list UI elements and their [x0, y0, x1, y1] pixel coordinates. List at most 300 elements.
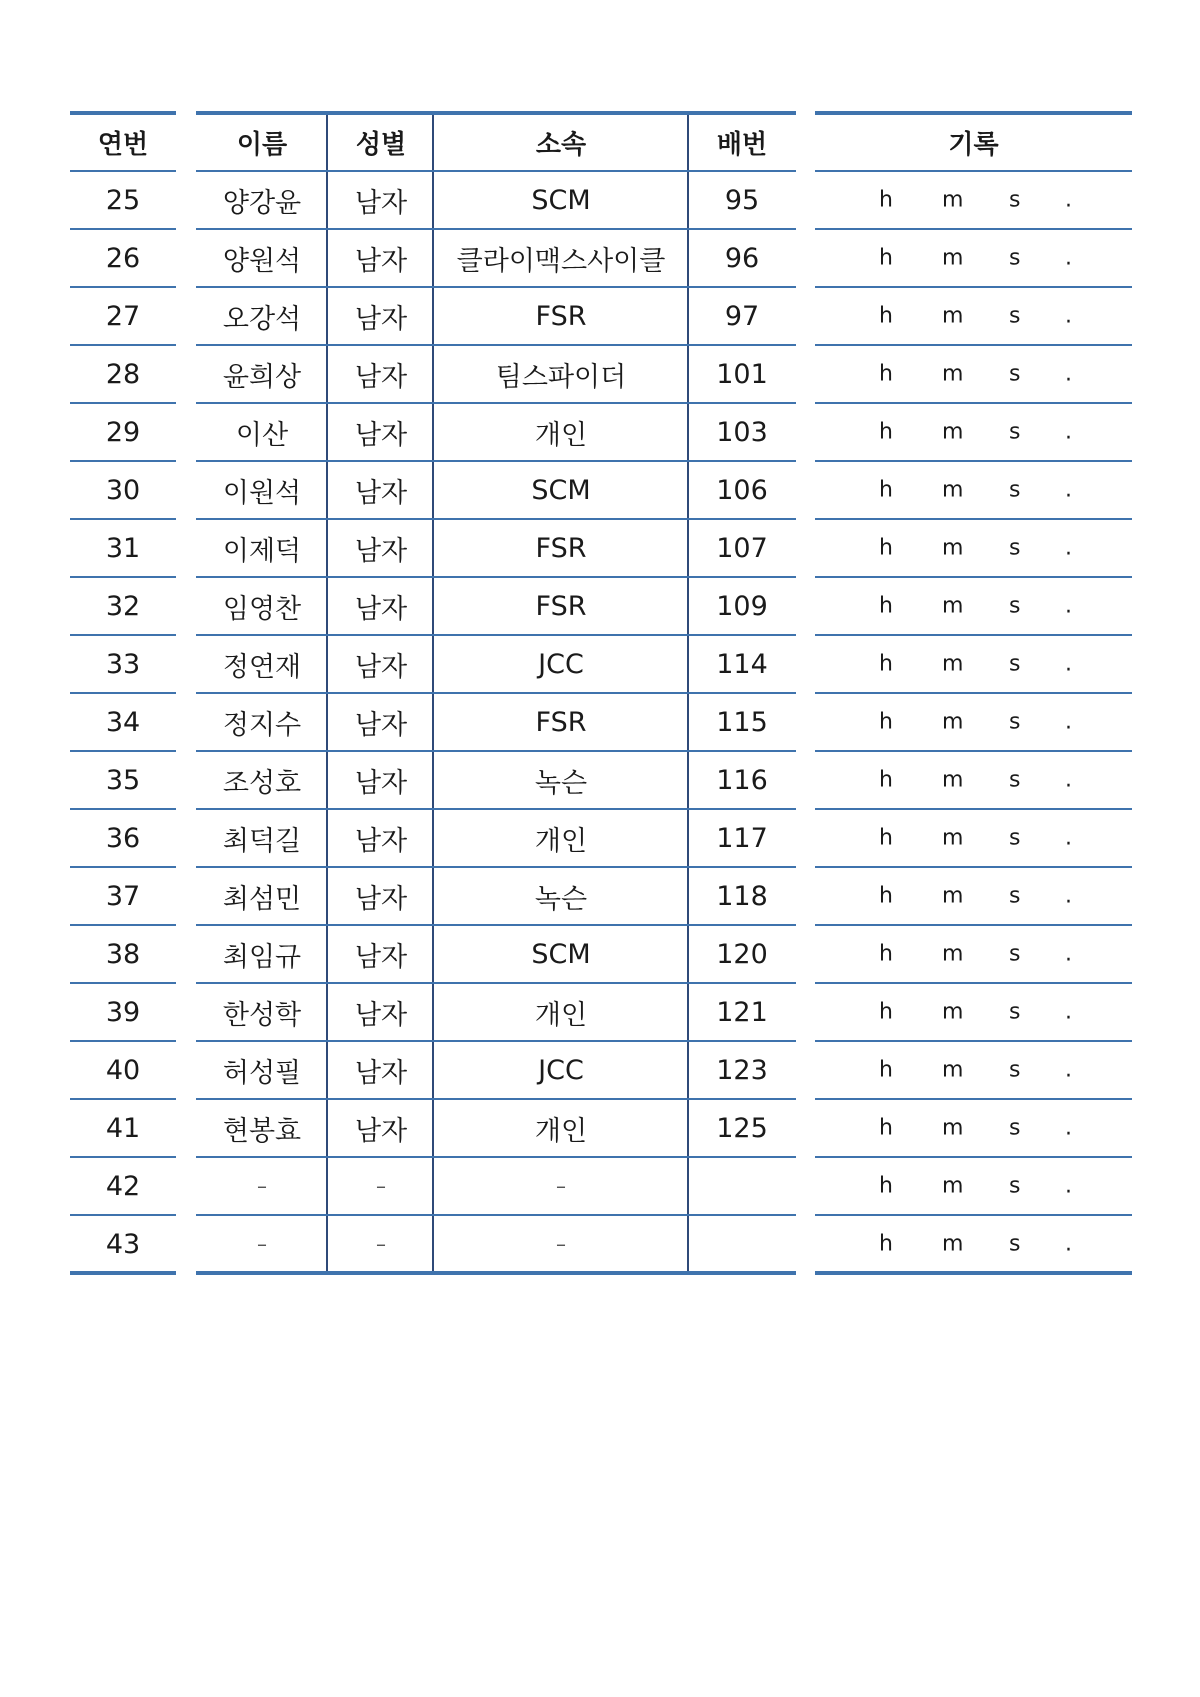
- row-name: 한성학: [222, 999, 302, 1031]
- rule-segment: [196, 460, 796, 462]
- row-record: [815, 983, 1132, 1041]
- table-row: [70, 519, 1132, 577]
- row-sex: 남자: [354, 361, 408, 393]
- rule-segment: [196, 228, 796, 230]
- header-row: [70, 113, 1132, 171]
- row-name: 최임규: [222, 941, 302, 973]
- record-minutes-unit: m: [942, 187, 964, 213]
- row-team: 개인: [534, 419, 588, 451]
- row-team: 개인: [534, 825, 588, 857]
- row-separator: [70, 1156, 1132, 1158]
- rule-segment: [815, 866, 1132, 868]
- record-sheet: [70, 113, 1132, 1273]
- header-record: 기록: [948, 129, 999, 160]
- row-name: 이제덕: [222, 535, 302, 567]
- row-record: [815, 809, 1132, 867]
- record-decimal-point: .: [1065, 187, 1072, 213]
- row-team: FSR: [535, 590, 587, 622]
- table-body: [70, 171, 1132, 1273]
- record-decimal-point: .: [1065, 883, 1072, 909]
- row-name: 양강윤: [222, 187, 302, 219]
- row-bib: 109: [716, 590, 768, 622]
- rule-segment: [196, 518, 796, 520]
- rule-segment: [815, 1098, 1132, 1100]
- rule-segment: [70, 228, 176, 230]
- record-decimal-point: .: [1065, 419, 1072, 445]
- row-no: 39: [105, 996, 141, 1028]
- rule-segment: [815, 170, 1132, 172]
- rule-segment: [70, 982, 176, 984]
- rule-segment: [70, 808, 176, 810]
- row-team: 팀스파이더: [495, 361, 627, 393]
- rule-segment: [815, 692, 1132, 694]
- rule-segment: [196, 692, 796, 694]
- row-no: 36: [105, 822, 141, 854]
- row-separator: [70, 808, 1132, 810]
- row-team: FSR: [535, 300, 587, 332]
- rule-segment: [70, 924, 176, 926]
- rule-segment: [815, 750, 1132, 752]
- rule-segment: [815, 1156, 1132, 1158]
- row-name: 최섬민: [222, 883, 302, 915]
- row-name: 정연재: [222, 651, 302, 683]
- rule-segment: [196, 1214, 796, 1216]
- row-record: [815, 287, 1132, 345]
- record-seconds-unit: s: [1009, 1173, 1021, 1199]
- row-separator: [70, 402, 1132, 404]
- row-name: 양원석: [222, 245, 302, 277]
- row-no: 35: [105, 764, 141, 796]
- rule-segment: [196, 866, 796, 868]
- row-sex: 남자: [354, 1057, 408, 1089]
- rule-segment: [196, 1098, 796, 1100]
- row-sex: 남자: [354, 245, 408, 277]
- header-sex: 성별: [355, 129, 407, 160]
- table-row: [70, 867, 1132, 925]
- row-separator: [70, 692, 1132, 694]
- row-bib: 97: [724, 300, 760, 332]
- row-record: [815, 1157, 1132, 1215]
- row-bib: [688, 1157, 796, 1215]
- rule-segment: [196, 982, 796, 984]
- record-minutes-unit: m: [942, 767, 964, 793]
- row-separator: [70, 576, 1132, 578]
- record-minutes-unit: m: [942, 825, 964, 851]
- record-minutes-unit: m: [942, 883, 964, 909]
- row-team: JCC: [538, 1054, 584, 1086]
- rule-segment: [70, 111, 176, 115]
- row-record: [815, 925, 1132, 983]
- record-hours-unit: h: [879, 999, 893, 1025]
- record-minutes-unit: m: [942, 535, 964, 561]
- record-decimal-point: .: [1065, 245, 1072, 271]
- rule-segment: [70, 1040, 176, 1042]
- row-separator: [70, 634, 1132, 636]
- rule-segment: [815, 111, 1132, 115]
- row-record: [815, 635, 1132, 693]
- row-bib: 114: [716, 648, 768, 680]
- record-seconds-unit: s: [1009, 477, 1021, 503]
- row-bib: 116: [716, 764, 768, 796]
- table-row: [70, 577, 1132, 635]
- record-seconds-unit: s: [1009, 767, 1021, 793]
- row-sex: 남자: [354, 825, 408, 857]
- rule-segment: [196, 1271, 796, 1275]
- record-minutes-unit: m: [942, 999, 964, 1025]
- row-team: 개인: [534, 1115, 588, 1147]
- row-team: FSR: [535, 706, 587, 738]
- row-team: –: [556, 1232, 566, 1256]
- table-row: [70, 693, 1132, 751]
- row-name: –: [257, 1174, 267, 1198]
- row-bib: 101: [716, 358, 768, 390]
- row-record: [815, 867, 1132, 925]
- record-minutes-unit: m: [942, 1231, 964, 1257]
- record-decimal-point: .: [1065, 709, 1072, 735]
- table-row: [70, 809, 1132, 867]
- row-no: 38: [105, 938, 141, 970]
- rule-segment: [196, 1040, 796, 1042]
- record-hours-unit: h: [879, 709, 893, 735]
- row-team: –: [556, 1174, 566, 1198]
- row-name: 이원석: [222, 477, 302, 509]
- row-team: SCM: [531, 938, 591, 970]
- table-row: [70, 287, 1132, 345]
- table-row: [70, 635, 1132, 693]
- row-no: 43: [105, 1228, 141, 1260]
- record-seconds-unit: s: [1009, 361, 1021, 387]
- row-bib: 103: [716, 416, 768, 448]
- record-minutes-unit: m: [942, 477, 964, 503]
- record-minutes-unit: m: [942, 419, 964, 445]
- row-sex: 남자: [354, 593, 408, 625]
- record-hours-unit: h: [879, 477, 893, 503]
- record-seconds-unit: s: [1009, 1231, 1021, 1257]
- row-name: 이산: [235, 419, 289, 451]
- row-bib: 117: [716, 822, 768, 854]
- rule-segment: [196, 576, 796, 578]
- record-minutes-unit: m: [942, 361, 964, 387]
- row-bib: 115: [716, 706, 768, 738]
- row-name: 최덕길: [222, 825, 302, 857]
- row-sex: 남자: [354, 419, 408, 451]
- record-seconds-unit: s: [1009, 709, 1021, 735]
- record-hours-unit: h: [879, 361, 893, 387]
- rule-segment: [815, 1214, 1132, 1216]
- table-row: [70, 461, 1132, 519]
- record-minutes-unit: m: [942, 941, 964, 967]
- row-no: 33: [105, 648, 141, 680]
- row-separator: [70, 1098, 1132, 1100]
- rule-segment: [70, 344, 176, 346]
- row-name: 정지수: [222, 709, 302, 741]
- table-row: [70, 1099, 1132, 1157]
- row-separator: [70, 1040, 1132, 1042]
- row-sex: –: [376, 1232, 386, 1256]
- row-bib: 118: [716, 880, 768, 912]
- row-sex: 남자: [354, 187, 408, 219]
- row-name: 허성필: [222, 1057, 302, 1089]
- row-sex: 남자: [354, 709, 408, 741]
- row-separator: [70, 170, 1132, 172]
- row-team: 녹슨: [534, 883, 588, 915]
- row-no: 27: [105, 300, 141, 332]
- record-decimal-point: .: [1065, 303, 1072, 329]
- row-no: 25: [105, 184, 141, 216]
- rule-segment: [815, 518, 1132, 520]
- record-seconds-unit: s: [1009, 419, 1021, 445]
- record-minutes-unit: m: [942, 1115, 964, 1141]
- row-name: 현봉효: [222, 1115, 302, 1147]
- row-sex: 남자: [354, 999, 408, 1031]
- rule-segment: [815, 402, 1132, 404]
- table-row: [70, 345, 1132, 403]
- rule-segment: [196, 634, 796, 636]
- record-decimal-point: .: [1065, 535, 1072, 561]
- row-separator: [70, 460, 1132, 462]
- header-name: 이름: [236, 129, 288, 160]
- record-hours-unit: h: [879, 187, 893, 213]
- rule-segment: [196, 170, 796, 172]
- record-decimal-point: .: [1065, 477, 1072, 503]
- table-top-rule: [70, 111, 1132, 115]
- table-row: [70, 229, 1132, 287]
- rule-segment: [196, 286, 796, 288]
- record-hours-unit: h: [879, 883, 893, 909]
- record-seconds-unit: s: [1009, 245, 1021, 271]
- table-row: [70, 403, 1132, 461]
- row-record: [815, 1041, 1132, 1099]
- table-row: [70, 171, 1132, 229]
- row-sex: 남자: [354, 303, 408, 335]
- row-separator: [70, 228, 1132, 230]
- record-minutes-unit: m: [942, 593, 964, 619]
- row-separator: [70, 866, 1132, 868]
- record-decimal-point: .: [1065, 825, 1072, 851]
- rule-segment: [815, 808, 1132, 810]
- header-team: 소속: [535, 129, 587, 160]
- record-decimal-point: .: [1065, 593, 1072, 619]
- row-sex: 남자: [354, 477, 408, 509]
- rule-segment: [815, 634, 1132, 636]
- record-minutes-unit: m: [942, 1173, 964, 1199]
- rule-segment: [815, 982, 1132, 984]
- rule-segment: [196, 1156, 796, 1158]
- row-name: 임영찬: [222, 593, 302, 625]
- record-seconds-unit: s: [1009, 999, 1021, 1025]
- row-record: [815, 1215, 1132, 1273]
- row-bib: 96: [724, 242, 760, 274]
- rule-segment: [196, 344, 796, 346]
- rule-segment: [196, 924, 796, 926]
- row-name: 조성호: [222, 767, 302, 799]
- rule-segment: [815, 344, 1132, 346]
- record-decimal-point: .: [1065, 1115, 1072, 1141]
- rule-segment: [196, 750, 796, 752]
- record-seconds-unit: s: [1009, 883, 1021, 909]
- record-decimal-point: .: [1065, 767, 1072, 793]
- rule-segment: [196, 111, 796, 115]
- row-bib: 107: [716, 532, 768, 564]
- record-minutes-unit: m: [942, 303, 964, 329]
- record-hours-unit: h: [879, 419, 893, 445]
- row-no: 26: [105, 242, 141, 274]
- row-record: [815, 461, 1132, 519]
- record-hours-unit: h: [879, 1231, 893, 1257]
- row-bib: 120: [716, 938, 768, 970]
- rule-segment: [70, 460, 176, 462]
- record-hours-unit: h: [879, 593, 893, 619]
- row-separator: [70, 344, 1132, 346]
- rule-segment: [815, 924, 1132, 926]
- rule-segment: [70, 1098, 176, 1100]
- record-seconds-unit: s: [1009, 1115, 1021, 1141]
- row-bib: 106: [716, 474, 768, 506]
- record-hours-unit: h: [879, 941, 893, 967]
- table-row: [70, 983, 1132, 1041]
- table-row: [70, 1041, 1132, 1099]
- row-separator: [70, 982, 1132, 984]
- row-no: 29: [105, 416, 141, 448]
- record-hours-unit: h: [879, 245, 893, 271]
- row-separator: [70, 518, 1132, 520]
- row-bib: 125: [716, 1112, 768, 1144]
- record-minutes-unit: m: [942, 651, 964, 677]
- rule-segment: [70, 1214, 176, 1216]
- table-row: [70, 751, 1132, 809]
- row-record: [815, 1099, 1132, 1157]
- rule-segment: [815, 286, 1132, 288]
- row-team: FSR: [535, 532, 587, 564]
- row-no: 41: [105, 1112, 141, 1144]
- row-no: 40: [105, 1054, 141, 1086]
- rule-segment: [70, 402, 176, 404]
- row-team: SCM: [531, 184, 591, 216]
- row-no: 30: [105, 474, 141, 506]
- row-name: –: [257, 1232, 267, 1256]
- row-no: 34: [105, 706, 141, 738]
- row-sex: 남자: [354, 883, 408, 915]
- record-decimal-point: .: [1065, 361, 1072, 387]
- record-seconds-unit: s: [1009, 303, 1021, 329]
- record-minutes-unit: m: [942, 245, 964, 271]
- rule-segment: [815, 576, 1132, 578]
- rule-segment: [70, 866, 176, 868]
- record-hours-unit: h: [879, 303, 893, 329]
- record-hours-unit: h: [879, 767, 893, 793]
- row-team: 녹슨: [534, 767, 588, 799]
- rule-segment: [815, 460, 1132, 462]
- record-decimal-point: .: [1065, 1057, 1072, 1083]
- row-separator: [70, 1214, 1132, 1216]
- row-no: 28: [105, 358, 141, 390]
- row-sex: 남자: [354, 767, 408, 799]
- row-bib: 95: [724, 184, 760, 216]
- record-minutes-unit: m: [942, 1057, 964, 1083]
- row-separator: [70, 750, 1132, 752]
- row-team: SCM: [531, 474, 591, 506]
- record-decimal-point: .: [1065, 1173, 1072, 1199]
- record-decimal-point: .: [1065, 941, 1072, 967]
- row-sex: 남자: [354, 941, 408, 973]
- record-decimal-point: .: [1065, 1231, 1072, 1257]
- record-hours-unit: h: [879, 535, 893, 561]
- row-no: 37: [105, 880, 141, 912]
- row-record: [815, 229, 1132, 287]
- row-bib: 121: [716, 996, 768, 1028]
- row-bib: [688, 1215, 796, 1273]
- row-team: JCC: [538, 648, 584, 680]
- table-row: [70, 1215, 1132, 1273]
- rule-segment: [70, 634, 176, 636]
- rule-segment: [70, 518, 176, 520]
- rule-segment: [70, 286, 176, 288]
- row-sex: 남자: [354, 535, 408, 567]
- rule-segment: [70, 692, 176, 694]
- header-no: 연번: [97, 129, 149, 160]
- row-no: 31: [105, 532, 141, 564]
- table-row: [70, 925, 1132, 983]
- row-team: 개인: [534, 999, 588, 1031]
- record-seconds-unit: s: [1009, 825, 1021, 851]
- record-hours-unit: h: [879, 1115, 893, 1141]
- row-separator: [70, 924, 1132, 926]
- table-bottom-rule: [70, 1271, 1132, 1275]
- record-seconds-unit: s: [1009, 593, 1021, 619]
- row-record: [815, 519, 1132, 577]
- record-hours-unit: h: [879, 1057, 893, 1083]
- row-name: 오강석: [222, 303, 302, 335]
- row-record: [815, 403, 1132, 461]
- row-sex: 남자: [354, 651, 408, 683]
- row-record: [815, 171, 1132, 229]
- row-name: 윤희상: [222, 361, 302, 393]
- rule-segment: [815, 1271, 1132, 1275]
- row-team: 클라이맥스사이클: [456, 245, 666, 277]
- record-hours-unit: h: [879, 825, 893, 851]
- row-record: [815, 693, 1132, 751]
- record-seconds-unit: s: [1009, 941, 1021, 967]
- rule-segment: [815, 1040, 1132, 1042]
- record-decimal-point: .: [1065, 999, 1072, 1025]
- row-bib: 123: [716, 1054, 768, 1086]
- table-row: [70, 1157, 1132, 1215]
- row-sex: 남자: [354, 1115, 408, 1147]
- row-record: [815, 751, 1132, 809]
- row-no: 42: [105, 1170, 141, 1202]
- rule-segment: [196, 402, 796, 404]
- rule-segment: [70, 576, 176, 578]
- row-sex: –: [376, 1174, 386, 1198]
- record-seconds-unit: s: [1009, 651, 1021, 677]
- record-decimal-point: .: [1065, 651, 1072, 677]
- record-seconds-unit: s: [1009, 1057, 1021, 1083]
- record-hours-unit: h: [879, 651, 893, 677]
- rule-segment: [70, 1156, 176, 1158]
- row-record: [815, 577, 1132, 635]
- rule-segment: [70, 170, 176, 172]
- rule-segment: [70, 1271, 176, 1275]
- row-no: 32: [105, 590, 141, 622]
- record-hours-unit: h: [879, 1173, 893, 1199]
- header-bib: 배번: [716, 129, 768, 160]
- row-record: [815, 345, 1132, 403]
- rule-segment: [815, 228, 1132, 230]
- rule-segment: [70, 750, 176, 752]
- record-seconds-unit: s: [1009, 187, 1021, 213]
- record-minutes-unit: m: [942, 709, 964, 735]
- row-separator: [70, 286, 1132, 288]
